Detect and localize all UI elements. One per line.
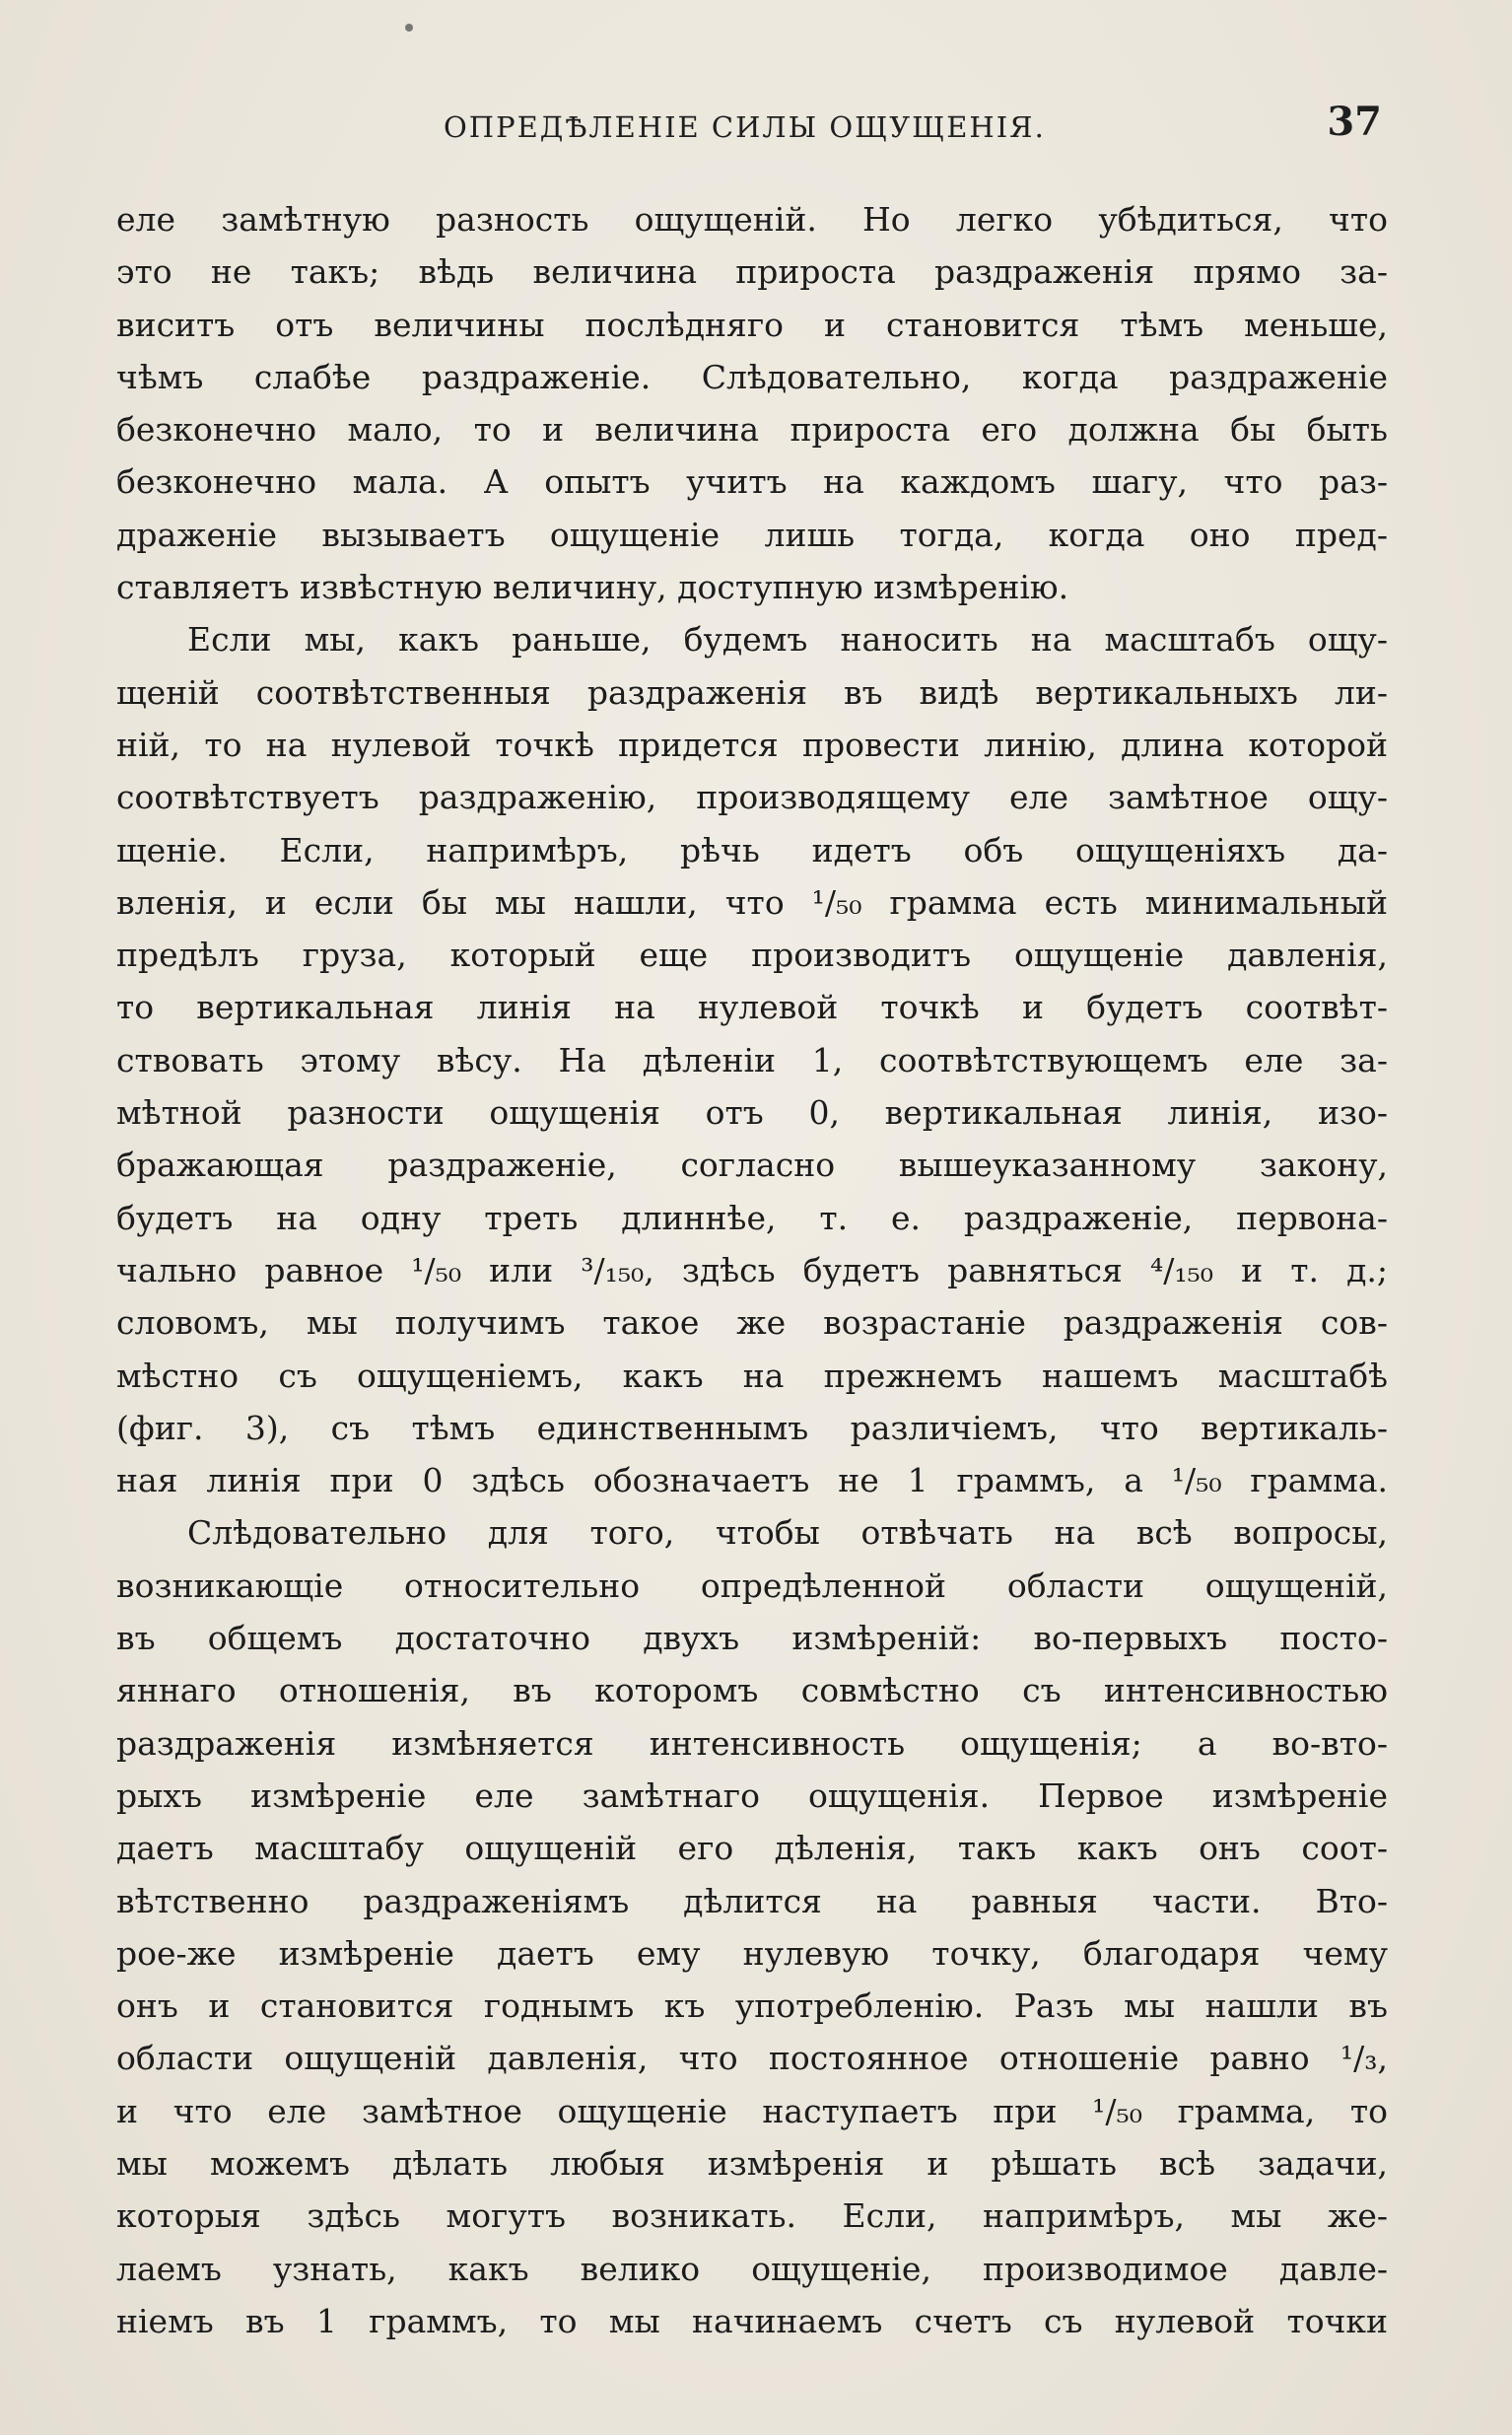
text-line: лаемъ узнать, какъ велико ощущеніе, производимое давле- bbox=[116, 2249, 1388, 2288]
running-head: ОПРЕДѢЛЕНІЕ СИЛЫ ОЩУЩЕНІЯ. bbox=[444, 110, 1046, 144]
page-header bbox=[118, 99, 1390, 158]
text-line: то вертикальная линія на нулевой точкѣ и будетъ соотвѣт- bbox=[116, 988, 1388, 1027]
text-line: безконечно мало, то и величина прироста его должна бы быть bbox=[116, 410, 1388, 450]
text-line: будетъ на одну треть длиннѣе, т. е. раздраженіе, первона- bbox=[116, 1198, 1388, 1237]
text-line: чѣмъ слабѣе раздраженіе. Слѣдовательно, когда раздраженіе bbox=[116, 357, 1388, 396]
text-line: Слѣдовательно для того, чтобы отвѣчать на всѣ вопросы, bbox=[187, 1513, 1388, 1553]
text-line: (фиг. 3), съ тѣмъ единственнымъ различіемъ, что вертикаль- bbox=[116, 1408, 1388, 1447]
text-line: безконечно мала. А опытъ учитъ на каждомъ шагу, что раз- bbox=[116, 462, 1388, 502]
text-line: и что еле замѣтное ощущеніе наступаетъ при ¹/₅₀ грамма, то bbox=[116, 2091, 1388, 2130]
text-line: виситъ отъ величины послѣдняго и становится тѣмъ меньше, bbox=[116, 305, 1388, 344]
text-line: щеній соотвѣтственныя раздраженія въ видѣ вертикальныхъ ли- bbox=[116, 672, 1388, 712]
text-line: предѣлъ груза, который еще производитъ ощущеніе давленія, bbox=[116, 936, 1388, 975]
text-line: бражающая раздраженіе, согласно вышеуказанному закону, bbox=[116, 1146, 1388, 1185]
text-line: мы можемъ дѣлать любыя измѣренія и рѣшать всѣ задачи, bbox=[116, 2143, 1388, 2183]
text-line: которыя здѣсь могутъ возникать. Если, напримѣръ, мы же- bbox=[116, 2196, 1388, 2236]
text-line: рое-же измѣреніе даетъ ему нулевую точку, благодаря чему bbox=[116, 1933, 1388, 1973]
text-line: ніемъ въ 1 граммъ, то мы начинаемъ счетъ съ нулевой точки bbox=[116, 2301, 1388, 2340]
text-line: ная линія при 0 здѣсь обозначаетъ не 1 граммъ, а ¹/₅₀ грамма. bbox=[116, 1461, 1388, 1500]
text-line: раздраженія измѣняется интенсивность ощущенія; а во-вто- bbox=[116, 1723, 1388, 1763]
text-line: области ощущеній давленія, что постоянное отношеніе равно ¹/₃, bbox=[116, 2039, 1388, 2078]
text-line: яннаго отношенія, въ которомъ совмѣстно съ интенсивностью bbox=[116, 1671, 1388, 1710]
text-line: соотвѣтствуетъ раздраженію, производящему еле замѣтное ощу- bbox=[116, 778, 1388, 817]
page-body bbox=[116, 193, 1388, 2347]
text-line: въ общемъ достаточно двухъ измѣреній: во-первыхъ посто- bbox=[116, 1619, 1388, 1658]
text-line: щеніе. Если, напримѣръ, рѣчь идетъ объ ощущеніяхъ да- bbox=[116, 830, 1388, 870]
text-line: Если мы, какъ раньше, будемъ наносить на масштабъ ощу- bbox=[187, 620, 1388, 660]
text-line: ставляетъ извѣстную величину, доступную измѣренію. bbox=[116, 568, 1069, 607]
text-line: чально равное ¹/₅₀ или ³/₁₅₀, здѣсь будетъ равняться ⁴/₁₅₀ и т. д.; bbox=[116, 1250, 1388, 1289]
text-line: это не такъ; вѣдь величина прироста раздраженія прямо за- bbox=[116, 252, 1388, 292]
text-line: даетъ масштабу ощущеній его дѣленія, такъ какъ онъ соот- bbox=[116, 1829, 1388, 1868]
text-line: вѣтственно раздраженіямъ дѣлится на равныя части. Вто- bbox=[116, 1881, 1388, 1920]
text-line: онъ и становится годнымъ къ употребленію. Разъ мы нашли въ bbox=[116, 1986, 1388, 2026]
text-line: драженіе вызываетъ ощущеніе лишь тогда, когда оно пред- bbox=[116, 515, 1388, 554]
text-line: еле замѣтную разность ощущеній. Но легко убѣдиться, что bbox=[116, 200, 1388, 239]
text-line: возникающіе относительно опредѣленной области ощущеній, bbox=[116, 1565, 1388, 1605]
text-line: словомъ, мы получимъ такое же возрастаніе раздраженія сов- bbox=[116, 1303, 1388, 1343]
text-line: мѣстно съ ощущеніемъ, какъ на прежнемъ нашемъ масштабѣ bbox=[116, 1356, 1388, 1395]
text-line: ній, то на нулевой точкѣ придется провести линію, длина которой bbox=[116, 725, 1388, 764]
page-number: 37 bbox=[1327, 99, 1382, 145]
text-line: мѣтной разности ощущенія отъ 0, вертикальная линія, изо- bbox=[116, 1093, 1388, 1133]
ink-speck bbox=[405, 24, 413, 32]
text-line: ствовать этому вѣсу. На дѣленіи 1, соотвѣтствующемъ еле за- bbox=[116, 1040, 1388, 1079]
text-line: вленія, и если бы мы нашли, что ¹/₅₀ грамма есть минимальный bbox=[116, 882, 1388, 922]
text-line: рыхъ измѣреніе еле замѣтнаго ощущенія. Первое измѣреніе bbox=[116, 1775, 1388, 1815]
